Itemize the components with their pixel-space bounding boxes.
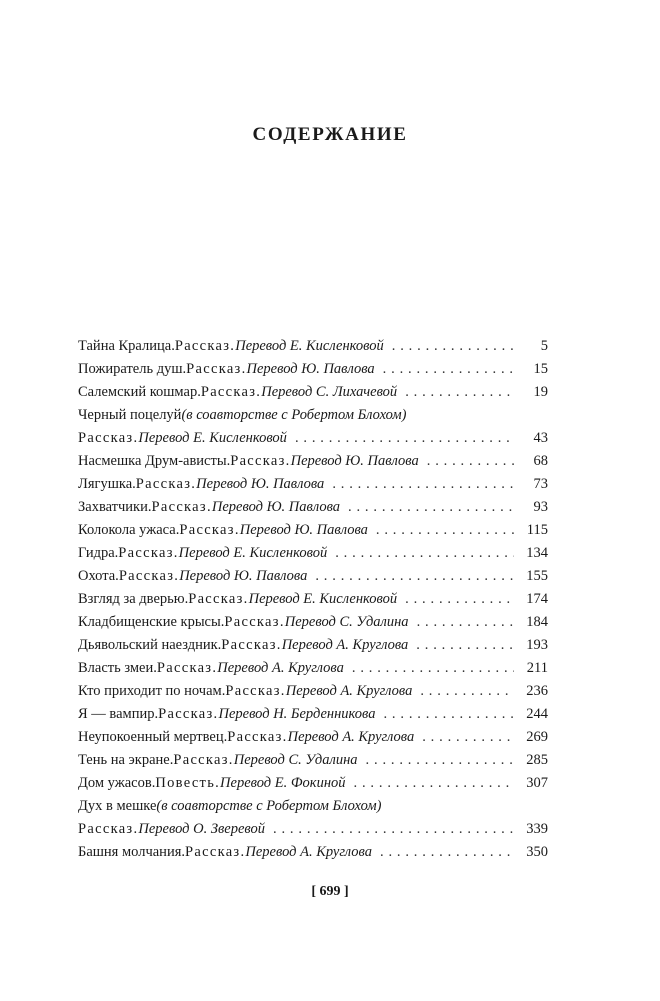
entry-page-number: 193 bbox=[526, 637, 548, 653]
dot-leaders bbox=[427, 450, 514, 473]
entry-genre: Рассказ. bbox=[221, 637, 282, 653]
dot-leaders bbox=[352, 657, 514, 680]
entry-page-number: 43 bbox=[533, 430, 548, 446]
entry-page-number: 236 bbox=[526, 683, 548, 699]
dot-leaders bbox=[380, 841, 514, 864]
toc-entry bbox=[78, 841, 548, 864]
dot-leaders bbox=[273, 818, 514, 841]
entry-page-number: 68 bbox=[533, 453, 548, 469]
dot-leaders bbox=[295, 427, 514, 450]
dot-leaders bbox=[422, 726, 514, 749]
entry-page-number: 155 bbox=[526, 568, 548, 584]
entry-genre: Рассказ. bbox=[78, 430, 139, 446]
entry-title: Взгляд за дверью. bbox=[78, 591, 189, 607]
toc-entry-line bbox=[78, 703, 548, 726]
entry-title: Кладбищенские крысы. bbox=[78, 614, 225, 630]
toc-entry-line bbox=[78, 611, 548, 634]
entry-translator: Перевод А. Круглова bbox=[245, 844, 372, 860]
toc-entry bbox=[78, 588, 548, 611]
entry-translator: Перевод Н. Берденникова bbox=[218, 706, 376, 722]
toc-entry bbox=[78, 519, 548, 542]
dot-leaders bbox=[354, 772, 514, 795]
entry-coauthor-note: (в соавторстве с Робертом Блохом) bbox=[156, 798, 382, 814]
dot-leaders bbox=[392, 335, 514, 358]
toc-entry-line bbox=[78, 841, 548, 864]
entry-translator: Перевод С. Удалина bbox=[233, 752, 358, 768]
page-title: СОДЕРЖАНИЕ bbox=[252, 124, 408, 145]
entry-genre: Повесть. bbox=[155, 775, 221, 791]
entry-translator: Перевод Е. Кисленковой bbox=[138, 430, 287, 446]
entry-genre: Рассказ. bbox=[186, 361, 247, 377]
entry-translator: Перевод Е. Фокиной bbox=[220, 775, 346, 791]
toc-entry bbox=[78, 358, 548, 381]
entry-page-number: 93 bbox=[533, 499, 548, 515]
entry-genre: Рассказ. bbox=[151, 499, 212, 515]
entry-title: Колокола ужаса. bbox=[78, 522, 180, 538]
entry-page-number: 285 bbox=[526, 752, 548, 768]
dot-leaders bbox=[416, 634, 514, 657]
toc-entry bbox=[78, 473, 548, 496]
toc-entry bbox=[78, 496, 548, 519]
entry-page-number: 134 bbox=[526, 545, 548, 561]
entry-coauthor-note: (в соавторстве с Робертом Блохом) bbox=[181, 407, 407, 423]
toc-entry-first-line bbox=[78, 795, 548, 818]
entry-page-number: 174 bbox=[526, 591, 548, 607]
entry-page-number: 184 bbox=[526, 614, 548, 630]
toc-entry-line bbox=[78, 634, 548, 657]
toc-entry-first-line bbox=[78, 404, 548, 427]
entry-translator: Перевод Ю. Павлова bbox=[196, 476, 325, 492]
entry-genre: Рассказ. bbox=[200, 384, 262, 400]
entry-genre: Рассказ. bbox=[188, 591, 249, 607]
entry-page-number: 15 bbox=[533, 361, 548, 377]
toc-entry-line bbox=[78, 473, 548, 496]
toc-entry bbox=[78, 657, 548, 680]
entry-title: Насмешка Друм-ависты. bbox=[78, 453, 231, 469]
toc-entry bbox=[78, 542, 548, 565]
entry-translator: Перевод А. Круглова bbox=[285, 683, 413, 699]
dot-leaders bbox=[332, 473, 514, 496]
dot-leaders bbox=[335, 542, 514, 565]
entry-title: Лягушка. bbox=[78, 476, 136, 492]
entry-page-number: 269 bbox=[526, 729, 548, 745]
entry-translator: Перевод Ю. Павлова bbox=[239, 522, 368, 538]
toc-entry bbox=[78, 335, 548, 358]
entry-translator: Перевод А. Круглова bbox=[217, 660, 344, 676]
toc-entry-line bbox=[78, 657, 548, 680]
dot-leaders bbox=[366, 749, 514, 772]
entry-title: Тень на экране. bbox=[78, 752, 174, 768]
dot-leaders bbox=[376, 519, 514, 542]
toc-entry bbox=[78, 565, 548, 588]
entry-title: Власть змеи. bbox=[78, 660, 157, 676]
entry-translator: Перевод Ю. Павлова bbox=[290, 453, 419, 469]
entry-page-number: 307 bbox=[526, 775, 548, 791]
entry-genre: Рассказ. bbox=[158, 706, 219, 722]
entry-title: Гидра. bbox=[78, 545, 119, 561]
entry-page-number: 115 bbox=[526, 522, 548, 538]
entry-translator: Перевод Ю. Павлова bbox=[246, 361, 375, 377]
toc-entry-line bbox=[78, 519, 548, 542]
entry-genre: Рассказ. bbox=[227, 729, 288, 745]
entry-translator: Перевод С. Удалина bbox=[284, 614, 409, 630]
folio-open-bracket: [ bbox=[311, 884, 316, 899]
dot-leaders bbox=[405, 381, 514, 404]
entry-translator: Перевод О. Зверевой bbox=[138, 821, 266, 837]
toc-entry-line bbox=[78, 726, 548, 749]
dot-leaders bbox=[383, 703, 514, 726]
toc-entry-line bbox=[78, 358, 548, 381]
toc-entry-line bbox=[78, 749, 548, 772]
toc-entry-line bbox=[78, 588, 548, 611]
toc-entry-line bbox=[78, 772, 548, 795]
dot-leaders bbox=[348, 496, 514, 519]
entry-page-number: 73 bbox=[533, 476, 548, 492]
entry-page-number: 5 bbox=[540, 338, 548, 354]
entry-genre: Рассказ. bbox=[78, 821, 139, 837]
entry-page-number: 244 bbox=[526, 706, 548, 722]
entry-genre: Рассказ. bbox=[174, 338, 236, 354]
entry-genre: Рассказ. bbox=[135, 476, 197, 492]
toc-entry-line bbox=[78, 496, 548, 519]
entry-title: Тайна Кралица. bbox=[78, 338, 175, 354]
entry-page-number: 339 bbox=[526, 821, 548, 837]
toc-entry bbox=[78, 749, 548, 772]
dot-leaders bbox=[417, 611, 514, 634]
entry-translator: Перевод А. Круглова bbox=[287, 729, 415, 745]
dot-leaders bbox=[405, 588, 514, 611]
entry-genre: Рассказ. bbox=[185, 844, 246, 860]
entry-translator: Перевод Ю. Павлова bbox=[179, 568, 308, 584]
toc-entry bbox=[78, 680, 548, 703]
toc-entry bbox=[78, 703, 548, 726]
toc-entry-second-line bbox=[78, 427, 548, 450]
entry-title: Кто приходит по ночам. bbox=[78, 683, 226, 699]
folio-close-bracket: ] bbox=[344, 884, 349, 899]
entry-title: Пожиратель душ. bbox=[78, 361, 187, 377]
entry-translator: Перевод А. Круглова bbox=[281, 637, 409, 653]
entry-translator: Перевод Е. Кисленковой bbox=[178, 545, 328, 561]
entry-genre: Рассказ. bbox=[179, 522, 240, 538]
entry-genre: Рассказ. bbox=[156, 660, 218, 676]
toc-entry-line bbox=[78, 542, 548, 565]
entry-title: Охота. bbox=[78, 568, 119, 584]
entry-title: Захватчики. bbox=[78, 499, 152, 515]
page-number-folio bbox=[0, 884, 660, 900]
entry-page-number: 19 bbox=[533, 384, 548, 400]
entry-page-number: 211 bbox=[526, 660, 548, 676]
toc-entry-line bbox=[78, 335, 548, 358]
folio-number: 699 bbox=[319, 884, 341, 899]
entry-title: Дьявольский наездник. bbox=[78, 637, 222, 653]
toc-entry-line bbox=[78, 565, 548, 588]
entry-genre: Рассказ. bbox=[230, 453, 291, 469]
entry-translator: Перевод Е. Кисленковой bbox=[248, 591, 398, 607]
dot-leaders bbox=[315, 565, 514, 588]
toc-entry bbox=[78, 611, 548, 634]
entry-translator: Перевод Е. Кисленковой bbox=[235, 338, 384, 354]
table-of-contents bbox=[78, 335, 548, 864]
entry-translator: Перевод Ю. Павлова bbox=[211, 499, 341, 515]
toc-entry bbox=[78, 726, 548, 749]
toc-entry bbox=[78, 404, 548, 450]
toc-entry-second-line bbox=[78, 818, 548, 841]
dot-leaders bbox=[420, 680, 514, 703]
entry-translator: Перевод С. Лихачевой bbox=[261, 384, 398, 400]
entry-title: Неупокоенный мертвец. bbox=[78, 729, 228, 745]
toc-entry-line bbox=[78, 450, 548, 473]
entry-title: Дух в мешке bbox=[78, 798, 157, 814]
entry-page-number: 350 bbox=[526, 844, 548, 860]
toc-entry bbox=[78, 450, 548, 473]
entry-title: Башня молчания. bbox=[78, 844, 185, 860]
toc-entry-line bbox=[78, 680, 548, 703]
entry-genre: Рассказ. bbox=[225, 683, 286, 699]
entry-title: Черный поцелуй bbox=[78, 407, 182, 423]
dot-leaders bbox=[383, 358, 514, 381]
entry-genre: Рассказ. bbox=[173, 752, 234, 768]
toc-entry bbox=[78, 634, 548, 657]
entry-title: Салемский кошмар. bbox=[78, 384, 201, 400]
entry-genre: Рассказ. bbox=[118, 545, 179, 561]
entry-title: Я — вампир. bbox=[78, 706, 159, 722]
toc-entry-line bbox=[78, 381, 548, 404]
toc-entry bbox=[78, 795, 548, 841]
entry-genre: Рассказ. bbox=[224, 614, 285, 630]
toc-entry bbox=[78, 772, 548, 795]
entry-title: Дом ужасов. bbox=[78, 775, 156, 791]
toc-entry bbox=[78, 381, 548, 404]
entry-genre: Рассказ. bbox=[118, 568, 180, 584]
